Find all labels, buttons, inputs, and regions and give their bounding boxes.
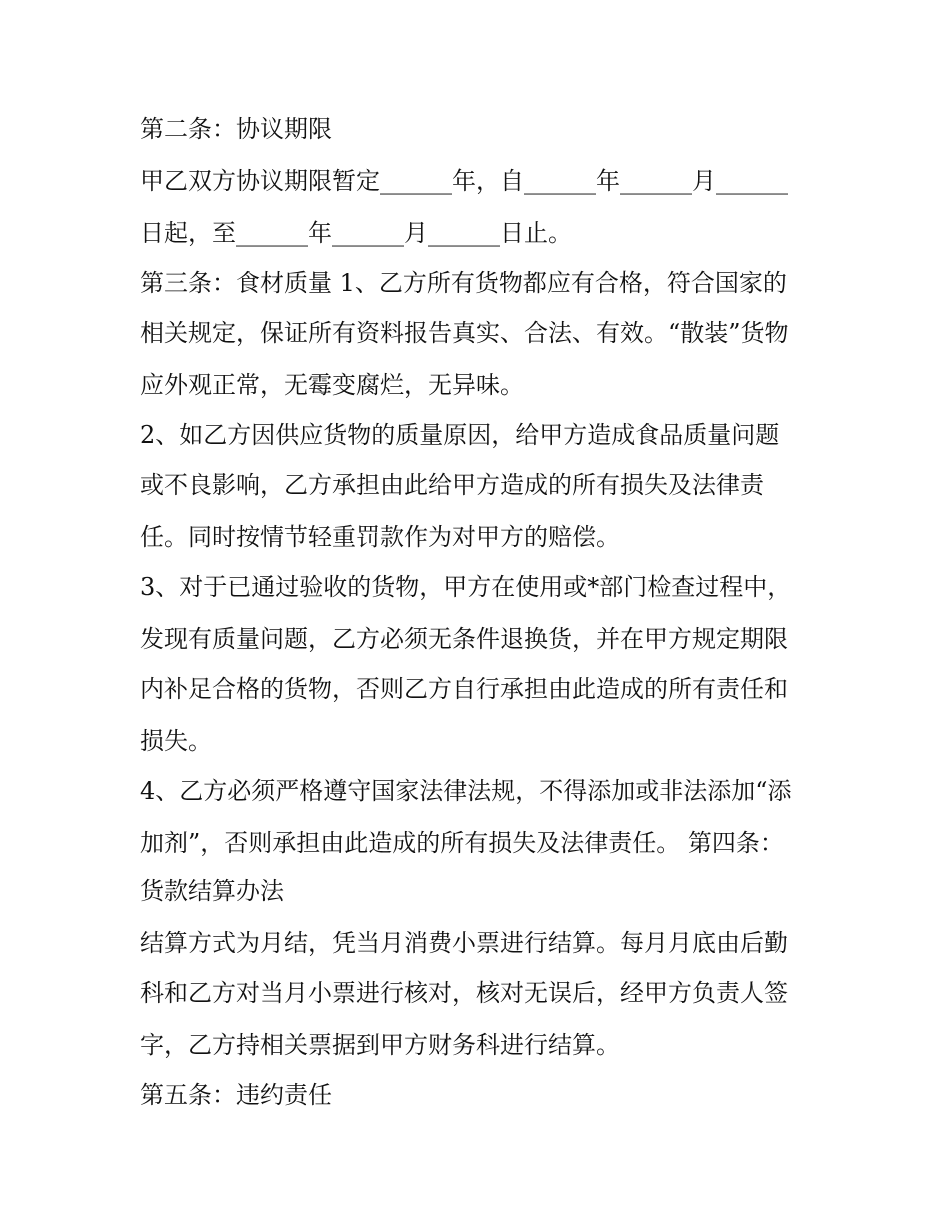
clause-3-line-4: 损失。 <box>140 727 212 755</box>
article-3-text-line-3: 应外观正常，无霉变腐烂，无异味。 <box>140 371 524 399</box>
article-3-heading-line: 第三条：食材质量 1、乙方所有货物都应有合格，符合国家的 <box>140 269 787 297</box>
article-2-text-line-2: 日起，至______年______月______日止。 <box>140 219 572 247</box>
article-4-text-line-2: 科和乙方对当月小票进行核对，核对无误后，经甲方负责人签 <box>140 979 788 1007</box>
clause-3-line-2: 发现有质量问题，乙方必须无条件退换货，并在甲方规定期限 <box>140 625 788 653</box>
article-5-heading: 第五条：违约责任 <box>140 1081 332 1109</box>
clause-2-line-3: 任。同时按情节轻重罚款作为对甲方的赔偿。 <box>140 523 620 551</box>
clause-3-line-3: 内补足合格的货物，否则乙方自行承担由此造成的所有责任和 <box>140 675 788 703</box>
clause-4-line-1: 4、乙方必须严格遵守国家法律法规，不得添加或非法添加“添 <box>140 777 792 805</box>
article-3-text-line-2: 相关规定，保证所有资料报告真实、合法、有效。“散装”货物 <box>140 319 789 347</box>
clause-2-line-2: 或不良影响，乙方承担由此给甲方造成的所有损失及法律责 <box>140 471 764 499</box>
article-4-heading: 货款结算办法 <box>140 877 284 905</box>
article-4-text-line-1: 结算方式为月结，凭当月消费小票进行结算。每月月底由后勤 <box>140 929 788 957</box>
clause-3-line-1: 3、对于已通过验收的货物，甲方在使用或*部门检查过程中， <box>140 573 792 601</box>
clause-2-line-1: 2、如乙方因供应货物的质量原因，给甲方造成食品质量问题 <box>140 421 780 449</box>
article-2-heading: 第二条：协议期限 <box>140 115 332 143</box>
clause-4-line-2: 加剂”，否则承担由此造成的所有损失及法律责任。 第四条： <box>140 829 784 857</box>
article-2-text-line-1: 甲乙双方协议期限暂定______年，自______年______月______ <box>140 167 788 195</box>
article-4-text-line-3: 字，乙方持相关票据到甲方财务科进行结算。 <box>140 1031 620 1059</box>
